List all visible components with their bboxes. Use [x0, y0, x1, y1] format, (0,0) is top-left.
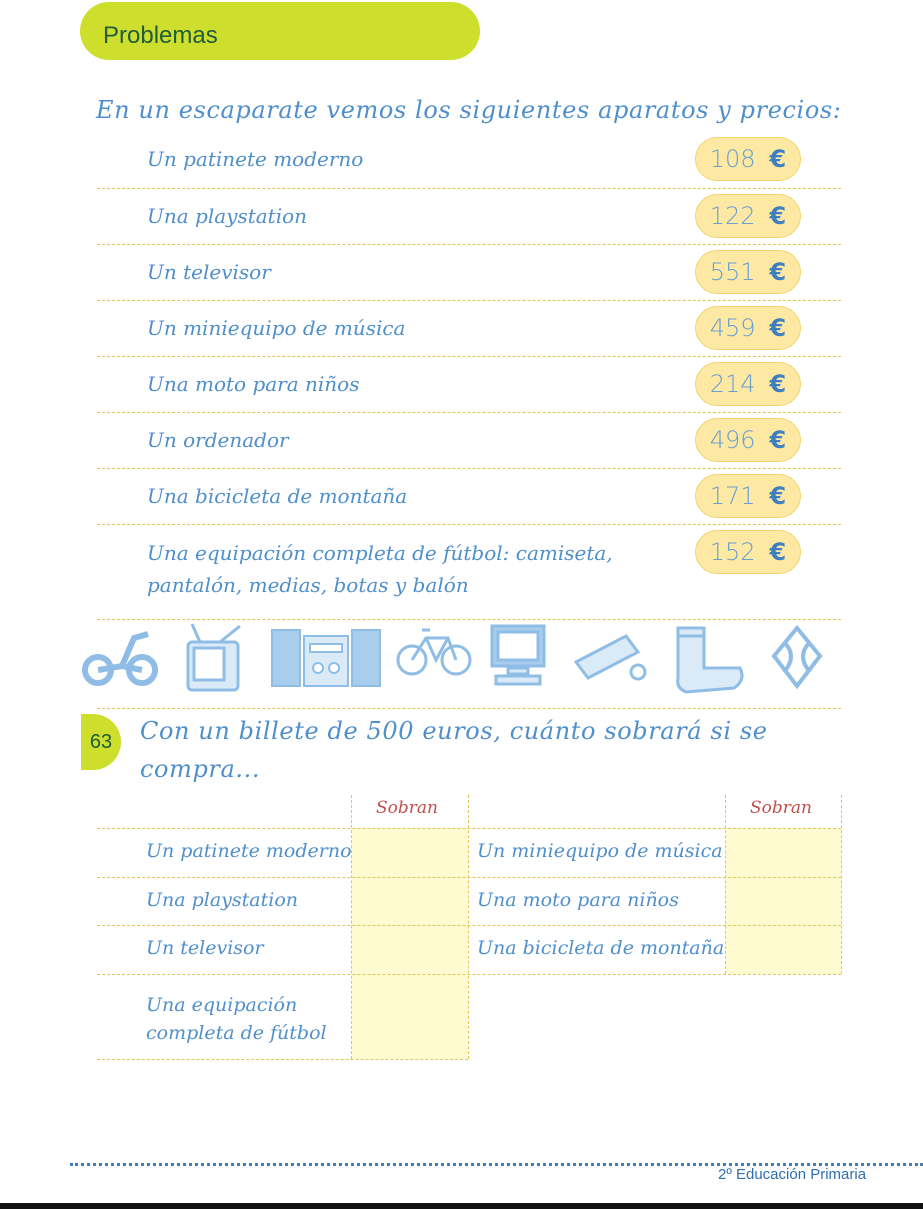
price-value: 459: [709, 314, 756, 342]
scooter-icon: [82, 622, 162, 692]
table-rule: [97, 1059, 468, 1060]
gamepad-icon: [572, 622, 652, 682]
euro-icon: €: [769, 426, 787, 454]
price-badge: [695, 362, 801, 406]
table-row-label: Una moto para niños: [477, 889, 679, 911]
item-name-line2: pantalón, medias, botas y balón: [147, 573, 469, 597]
table-divider: [351, 795, 352, 1059]
problem-question: Con un billete de 500 euros, cuánto sobrará si se compra...: [140, 717, 768, 783]
stereo-icon: [270, 622, 382, 688]
table-divider: [725, 795, 726, 974]
item-name: Una bicicleta de montaña: [147, 484, 408, 508]
euro-icon: €: [769, 258, 787, 286]
price-badge: [695, 474, 801, 518]
price-badge: [695, 137, 801, 181]
list-item: [97, 188, 841, 245]
euro-icon: €: [769, 482, 787, 510]
list-item: [97, 412, 841, 469]
price-badge: [695, 250, 801, 294]
table-row-label-line1: Una equipación: [146, 994, 298, 1016]
bicycle-icon: [396, 622, 472, 678]
price-value: 108: [709, 145, 756, 173]
price-value: 214: [709, 370, 756, 398]
price-badge: [695, 530, 801, 574]
price-badge: [695, 194, 801, 238]
list-item: [97, 524, 841, 620]
problem-number-badge: 63: [81, 714, 121, 770]
table-rule: [97, 877, 841, 878]
ball-icon: [768, 622, 826, 692]
list-item: [97, 468, 841, 525]
list-item: [97, 244, 841, 301]
euro-icon: €: [769, 370, 787, 398]
illustration-strip: [80, 622, 840, 702]
table-divider: [841, 795, 842, 974]
table-row-label: Un patinete moderno: [146, 840, 352, 862]
table-rule: [97, 974, 841, 975]
item-name: Un miniequipo de música: [147, 316, 406, 340]
item-name: Una moto para niños: [147, 372, 360, 396]
television-icon: [180, 622, 250, 698]
euro-icon: €: [769, 538, 787, 566]
divider: [97, 708, 841, 709]
item-name: Un televisor: [147, 260, 271, 284]
list-item: [97, 130, 841, 189]
table-row-label: Una playstation: [146, 889, 299, 911]
column-header-sobran: Sobran: [376, 798, 438, 818]
price-value: 496: [709, 426, 756, 454]
page-bottom-edge: [0, 1203, 923, 1209]
answer-column-left[interactable]: [352, 828, 468, 1059]
price-value: 551: [709, 258, 756, 286]
intro-text: En un escaparate vemos los siguientes aparatos y precios:: [96, 96, 842, 124]
item-name: Un ordenador: [147, 428, 289, 452]
table-row-label: Un televisor: [146, 937, 264, 959]
table-row-label: Un miniequipo de música: [477, 840, 723, 862]
price-badge: [695, 306, 801, 350]
answer-column-right[interactable]: [726, 828, 841, 974]
sock-icon: [670, 622, 750, 698]
price-value: 171: [709, 482, 756, 510]
table-rule: [97, 925, 841, 926]
item-name: Una playstation: [147, 204, 308, 228]
item-name: Un patinete moderno: [147, 147, 364, 171]
price-value: 122: [709, 202, 756, 230]
euro-icon: €: [769, 202, 787, 230]
item-name-line1: Una equipación completa de fútbol: camiseta,: [147, 541, 613, 565]
euro-icon: €: [769, 314, 787, 342]
price-value: 152: [709, 538, 756, 566]
euro-icon: €: [769, 145, 787, 173]
table-rule: [97, 828, 841, 829]
table-divider: [468, 795, 469, 1059]
column-header-sobran: Sobran: [750, 798, 812, 818]
list-item: [97, 356, 841, 413]
table-row-label: Una bicicleta de montaña: [477, 937, 725, 959]
footer-label: 2º Educación Primaria: [718, 1166, 867, 1183]
computer-icon: [488, 622, 548, 686]
price-badge: [695, 418, 801, 462]
list-item: [97, 300, 841, 357]
table-row-label-line2: completa de fútbol: [146, 1022, 327, 1044]
section-title: Problemas: [103, 22, 218, 49]
